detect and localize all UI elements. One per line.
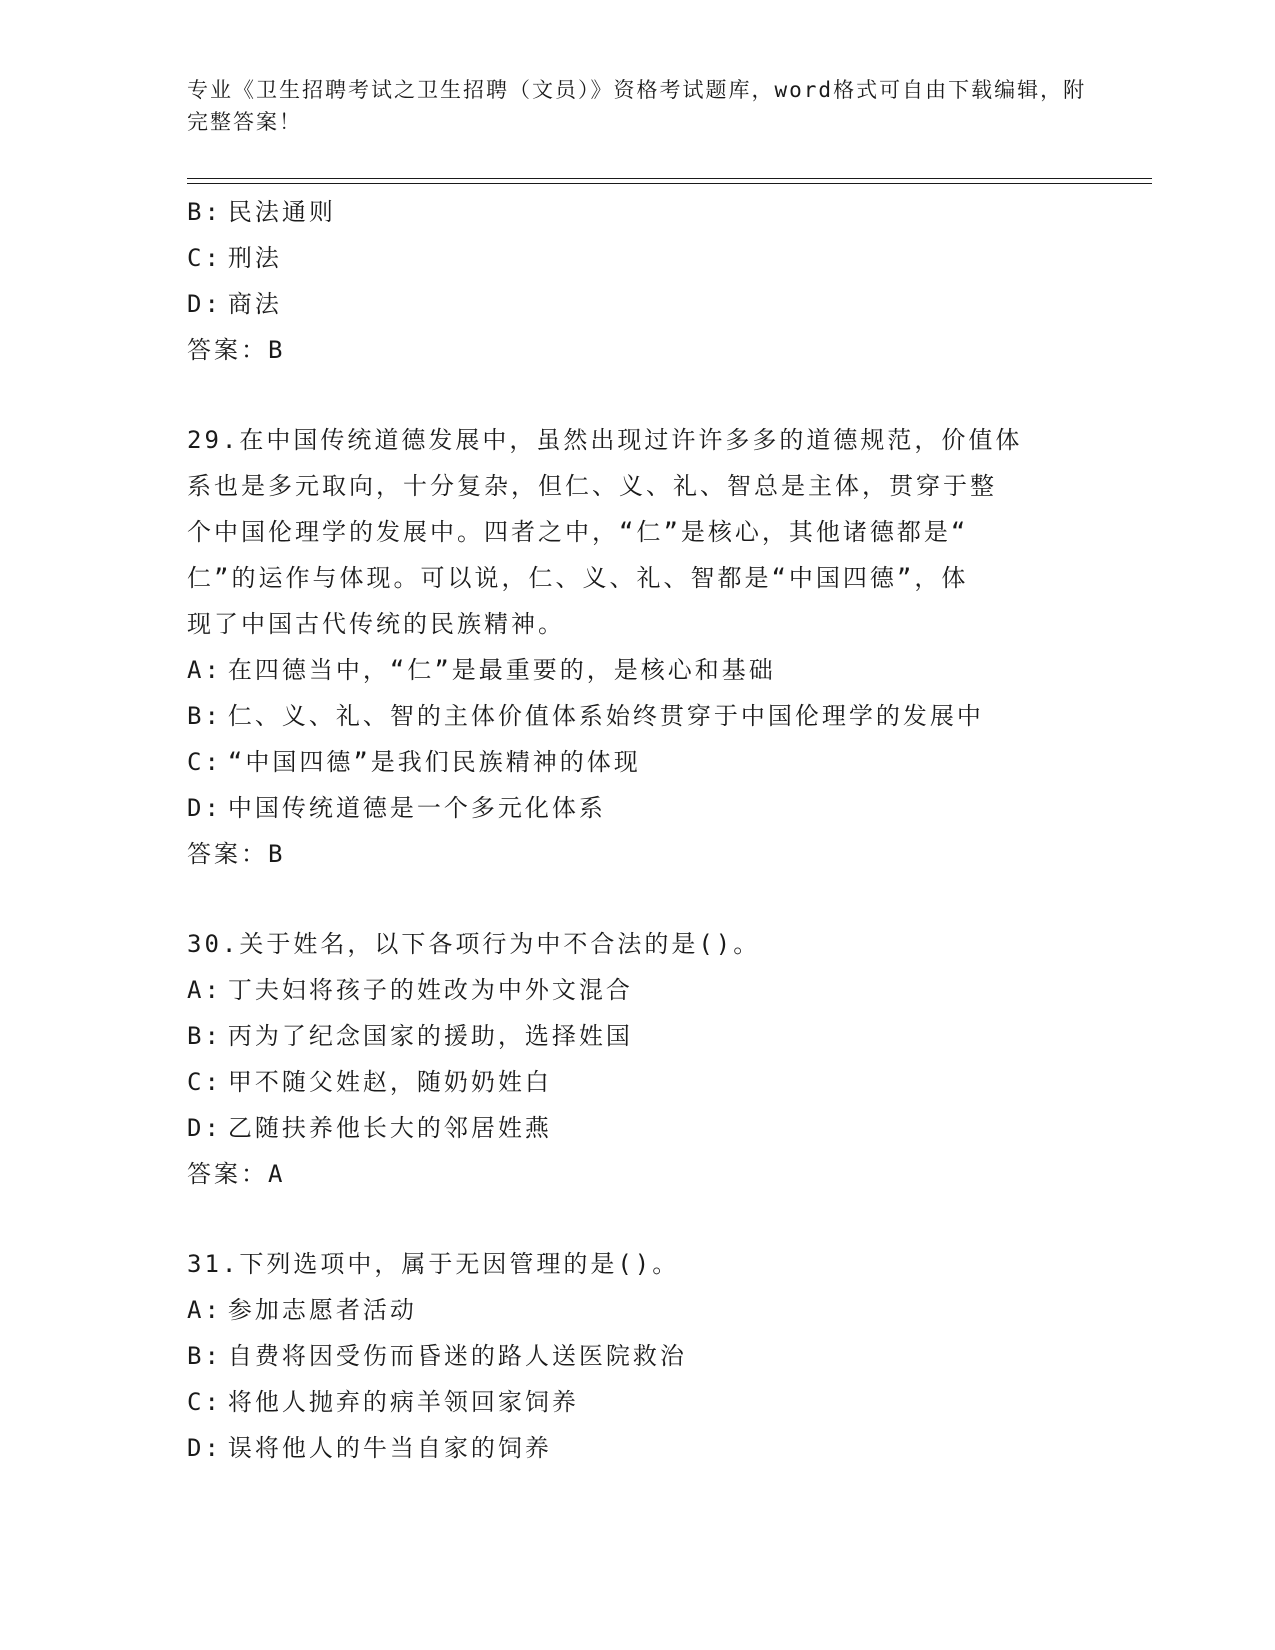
option-a: A: 丁夫妇将孩子的姓改为中外文混合 [187, 976, 633, 1004]
option-c: C: 将他人抛弃的病羊领回家饲养 [187, 1388, 579, 1416]
question-stem-line: 仁”的运作与体现。可以说，仁、义、礼、智都是“中国四德”，体 [187, 564, 969, 592]
answer-line: 答案：A [187, 1160, 286, 1188]
option-b: B: 丙为了纪念国家的援助，选择姓国 [187, 1022, 633, 1050]
prev-question [187, 189, 1087, 373]
question-content [187, 189, 1087, 1471]
option-c: C: 甲不随父姓赵，随奶奶姓白 [187, 1068, 552, 1096]
question-stem-line: 系也是多元取向，十分复杂，但仁、义、礼、智总是主体，贯穿于整 [187, 472, 997, 500]
option-d: D: 中国传统道德是一个多元化体系 [187, 794, 606, 822]
question-stem-line: 31.下列选项中，属于无因管理的是()。 [187, 1250, 680, 1278]
option-c: C: “中国四德”是我们民族精神的体现 [187, 748, 641, 776]
option-b: B: 自费将因受伤而昏迷的路人送医院救治 [187, 1342, 687, 1370]
question-stem-line: 个中国伦理学的发展中。四者之中，“仁”是核心，其他诸德都是“ [187, 518, 969, 546]
question-29 [187, 417, 1087, 877]
question-31 [187, 1241, 1087, 1471]
option-c: C: 刑法 [187, 244, 282, 272]
answer-line: 答案：B [187, 840, 286, 868]
header-divider-bottom [187, 183, 1152, 184]
option-a: A: 在四德当中，“仁”是最重要的，是核心和基础 [187, 656, 776, 684]
option-a: A: 参加志愿者活动 [187, 1296, 417, 1324]
option-d: D: 商法 [187, 290, 282, 318]
document-header: 专业《卫生招聘考试之卫生招聘（文员）》资格考试题库，word格式可自由下载编辑，附完整答案！ [187, 78, 1087, 134]
header-divider-top [187, 178, 1152, 179]
answer-line: 答案：B [187, 336, 286, 364]
option-d: D: 误将他人的牛当自家的饲养 [187, 1434, 552, 1462]
option-b: B: 仁、义、礼、智的主体价值体系始终贯穿于中国伦理学的发展中 [187, 702, 984, 730]
question-stem-line: 29.在中国传统道德发展中，虽然出现过许许多多的道德规范，价值体 [187, 426, 1023, 454]
question-stem-line: 30.关于姓名，以下各项行为中不合法的是()。 [187, 930, 761, 958]
question-stem-line: 现了中国古代传统的民族精神。 [187, 610, 565, 638]
question-30 [187, 921, 1087, 1197]
option-b: B: 民法通则 [187, 198, 336, 226]
option-d: D: 乙随扶养他长大的邻居姓燕 [187, 1114, 552, 1142]
